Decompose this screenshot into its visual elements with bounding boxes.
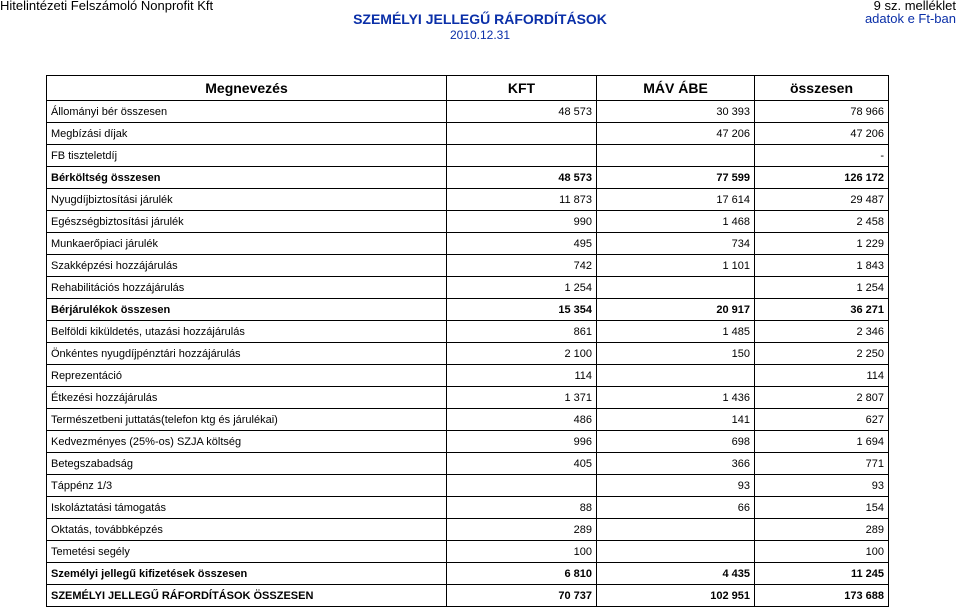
total-value: 2 807 <box>755 387 889 409</box>
mav-value: 366 <box>597 453 755 475</box>
total-value: 154 <box>755 497 889 519</box>
row-label: Étkezési hozzájárulás <box>47 387 447 409</box>
total-value: 1 694 <box>755 431 889 453</box>
mav-value <box>597 519 755 541</box>
mav-value: 30 393 <box>597 101 755 123</box>
total-value: 100 <box>755 541 889 563</box>
total-value: 1 254 <box>755 277 889 299</box>
mav-value: 141 <box>597 409 755 431</box>
total-value: 173 688 <box>755 585 889 607</box>
table-row <box>47 475 889 497</box>
total-value: 2 346 <box>755 321 889 343</box>
table-row <box>47 123 889 145</box>
mav-value: 17 614 <box>597 189 755 211</box>
row-label: SZEMÉLYI JELLEGŰ RÁFORDÍTÁSOK ÖSSZESEN <box>47 585 447 607</box>
table-row <box>47 343 889 365</box>
table-row <box>47 299 889 321</box>
mav-value: 4 435 <box>597 563 755 585</box>
row-label: Önkéntes nyugdíjpénztári hozzájárulás <box>47 343 447 365</box>
mav-value <box>597 365 755 387</box>
total-value: 47 206 <box>755 123 889 145</box>
table-row <box>47 585 889 607</box>
row-label: Temetési segély <box>47 541 447 563</box>
row-label: Szakképzési hozzájárulás <box>47 255 447 277</box>
kft-value: 114 <box>447 365 597 387</box>
column-header-mav: MÁV ÁBE <box>597 76 755 101</box>
row-label: Rehabilitációs hozzájárulás <box>47 277 447 299</box>
total-value: 36 271 <box>755 299 889 321</box>
mav-value: 1 101 <box>597 255 755 277</box>
row-label: Táppénz 1/3 <box>47 475 447 497</box>
mav-value: 102 951 <box>597 585 755 607</box>
table-row <box>47 431 889 453</box>
total-value: 1 229 <box>755 233 889 255</box>
total-value: 11 245 <box>755 563 889 585</box>
kft-value: 495 <box>447 233 597 255</box>
total-value: 627 <box>755 409 889 431</box>
row-label: Munkaerőpiaci járulék <box>47 233 447 255</box>
kft-value: 48 573 <box>447 101 597 123</box>
kft-value <box>447 145 597 167</box>
total-value: 126 172 <box>755 167 889 189</box>
row-label: FB tiszteletdíj <box>47 145 447 167</box>
row-label: Személyi jellegű kifizetések összesen <box>47 563 447 585</box>
mav-value: 1 436 <box>597 387 755 409</box>
kft-value: 6 810 <box>447 563 597 585</box>
mav-value: 93 <box>597 475 755 497</box>
mav-value: 77 599 <box>597 167 755 189</box>
mav-value: 1 485 <box>597 321 755 343</box>
kft-value: 100 <box>447 541 597 563</box>
total-value: 78 966 <box>755 101 889 123</box>
annex-label: 9 sz. melléklet <box>873 0 956 13</box>
kft-value: 996 <box>447 431 597 453</box>
document-title: SZEMÉLYI JELLEGŰ RÁFORDÍTÁSOK <box>353 11 607 27</box>
kft-value: 2 100 <box>447 343 597 365</box>
kft-value: 289 <box>447 519 597 541</box>
table-row <box>47 453 889 475</box>
table-row <box>47 519 889 541</box>
mav-value <box>597 277 755 299</box>
kft-value: 990 <box>447 211 597 233</box>
table-row <box>47 387 889 409</box>
row-label: Iskoláztatási támogatás <box>47 497 447 519</box>
row-label: Belföldi kiküldetés, utazási hozzájárulás <box>47 321 447 343</box>
mav-value: 1 468 <box>597 211 755 233</box>
row-label: Egészségbiztosítási járulék <box>47 211 447 233</box>
row-label: Betegszabadság <box>47 453 447 475</box>
kft-value <box>447 123 597 145</box>
row-label: Megbízási díjak <box>47 123 447 145</box>
kft-value: 861 <box>447 321 597 343</box>
mav-value: 698 <box>597 431 755 453</box>
row-label: Reprezentáció <box>47 365 447 387</box>
expense-table <box>46 75 889 607</box>
table-row <box>47 563 889 585</box>
mav-value: 47 206 <box>597 123 755 145</box>
kft-value: 48 573 <box>447 167 597 189</box>
table-row <box>47 409 889 431</box>
column-header-kft: KFT <box>447 76 597 101</box>
kft-value: 405 <box>447 453 597 475</box>
table-row <box>47 233 889 255</box>
total-value: 2 250 <box>755 343 889 365</box>
table-row <box>47 211 889 233</box>
table-row <box>47 167 889 189</box>
row-label: Természetbeni juttatás(telefon ktg és járulékai) <box>47 409 447 431</box>
total-value: 114 <box>755 365 889 387</box>
table-body <box>47 101 889 607</box>
table-row <box>47 189 889 211</box>
table-row <box>47 255 889 277</box>
table-row <box>47 145 889 167</box>
mav-value: 734 <box>597 233 755 255</box>
kft-value: 1 371 <box>447 387 597 409</box>
table-row <box>47 277 889 299</box>
table-row <box>47 541 889 563</box>
kft-value: 88 <box>447 497 597 519</box>
total-value: 93 <box>755 475 889 497</box>
row-label: Oktatás, továbbképzés <box>47 519 447 541</box>
table-header-row <box>47 76 889 101</box>
row-label: Bérjárulékok összesen <box>47 299 447 321</box>
row-label: Bérköltség összesen <box>47 167 447 189</box>
kft-value <box>447 475 597 497</box>
mav-value <box>597 145 755 167</box>
total-value: 29 487 <box>755 189 889 211</box>
mav-value: 66 <box>597 497 755 519</box>
mav-value <box>597 541 755 563</box>
row-label: Kedvezményes (25%-os) SZJA költség <box>47 431 447 453</box>
kft-value: 742 <box>447 255 597 277</box>
unit-label: adatok e Ft-ban <box>864 11 956 26</box>
row-label: Állományi bér összesen <box>47 101 447 123</box>
total-value: 2 458 <box>755 211 889 233</box>
kft-value: 11 873 <box>447 189 597 211</box>
table-row <box>47 321 889 343</box>
table-row <box>47 497 889 519</box>
row-label: Nyugdíjbiztosítási járulék <box>47 189 447 211</box>
mav-value: 150 <box>597 343 755 365</box>
kft-value: 1 254 <box>447 277 597 299</box>
organization-name: Hitelintézeti Felszámoló Nonprofit Kft <box>0 0 214 13</box>
table-row <box>47 365 889 387</box>
column-header-name: Megnevezés <box>47 76 447 101</box>
column-header-total: összesen <box>755 76 889 101</box>
total-value: - <box>755 145 889 167</box>
table-row <box>47 101 889 123</box>
report-date: 2010.12.31 <box>449 28 511 42</box>
mav-value: 20 917 <box>597 299 755 321</box>
kft-value: 70 737 <box>447 585 597 607</box>
total-value: 771 <box>755 453 889 475</box>
total-value: 289 <box>755 519 889 541</box>
kft-value: 486 <box>447 409 597 431</box>
kft-value: 15 354 <box>447 299 597 321</box>
total-value: 1 843 <box>755 255 889 277</box>
